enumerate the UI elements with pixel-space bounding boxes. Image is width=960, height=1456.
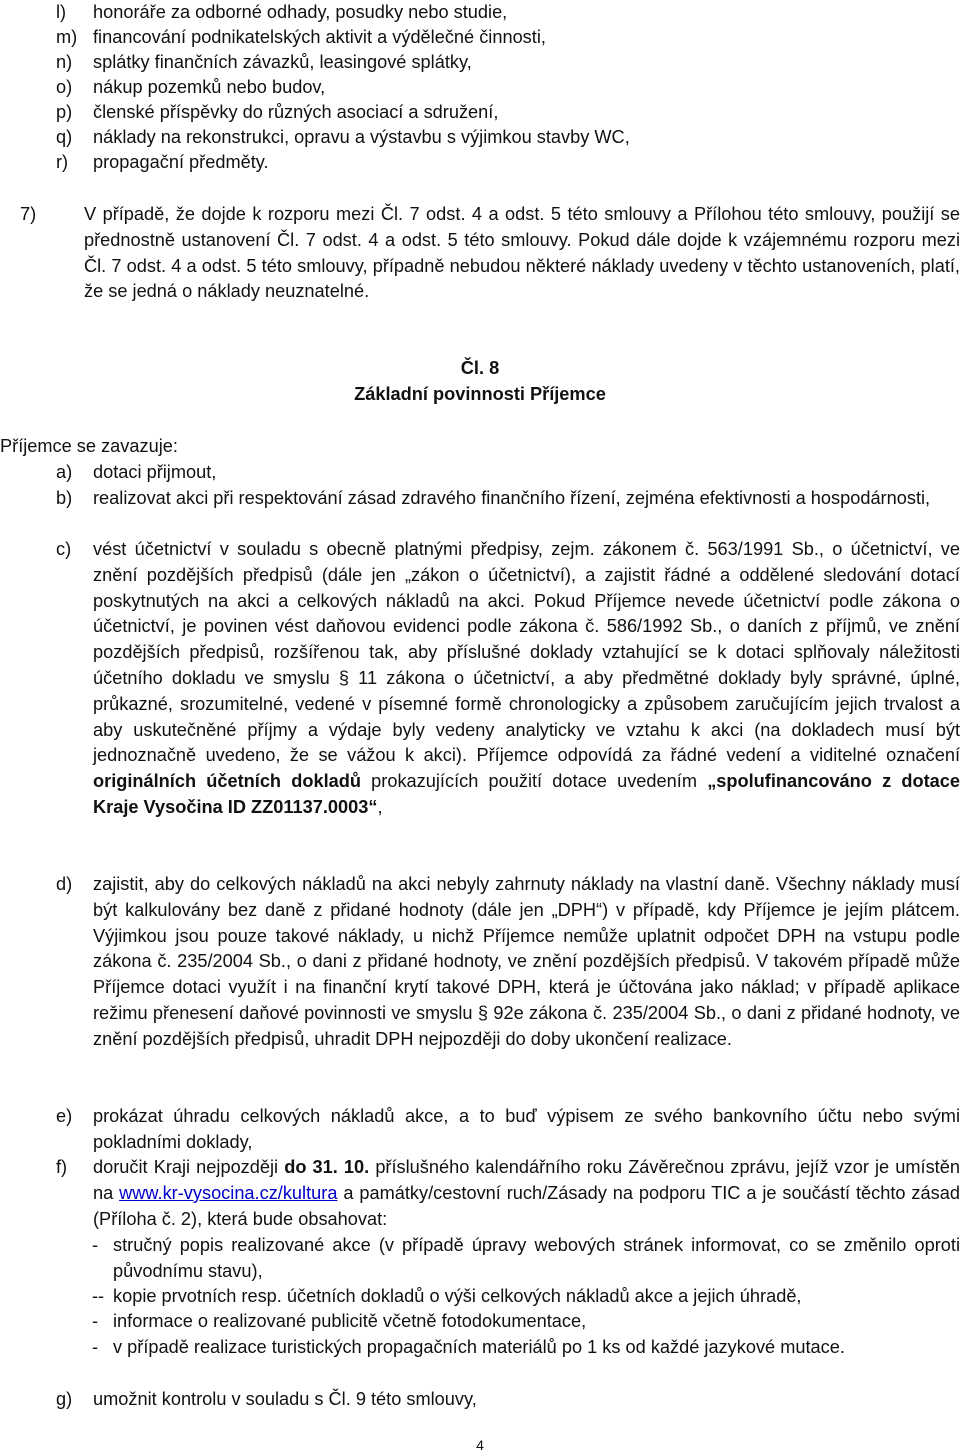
list-item: n) splátky finančních závazků, leasingové splátky, — [56, 52, 472, 72]
list-item: q) náklady na rekonstrukci, opravu a výstavbu s výjimkou stavby WC, — [56, 127, 630, 147]
list-item: l) honoráře za odborné odhady, posudky nebo studie, — [56, 2, 508, 22]
page-number: 4 — [476, 1437, 484, 1453]
article-intro: Příjemce se zavazuje: — [0, 436, 178, 456]
obligation-e: e) prokázat úhradu celkových nákladů akce, a to buď výpisem ze svého bankovního účtu nebo svými pokladními doklady, — [56, 1106, 960, 1152]
list-item: r) propagační předměty. — [56, 152, 269, 172]
bullet-item: - stručný popis realizované akce (v případě úpravy webových stránek informovat, co se změnilo oproti původnímu stavu), — [92, 1235, 960, 1281]
list-item: o) nákup pozemků nebo budov, — [56, 77, 326, 97]
obligation-d: d) zajistit, aby do celkových nákladů na akci nebyly zahrnuty náklady na vlastní daně. Všechny náklady musí být kalkulovány bez daně z přidané hodnoty (dále jen „DPH“) v případě, kdy Příjemce je jejím plátcem. Výjimkou jsou pouze takové náklady, u nichž Příjemce nemůže uplatnit odpočet DPH na vstupu podle zákona č. 235/2004 Sb., o dani z přidané hodnoty, ve znění pozdějších předpisů. V takovém případě může Příjemce dotaci využít i na finanční krytí takové DPH, která je účtována jako náklad; v případě aplikace režimu přenesení daňové povinnosti ve smyslu § 92e zákona č. 235/2004 Sb., o dani z přidané hodnoty, ve znění pozdějších předpisů, uhradit DPH nejpozději do doby ukončení realizace. — [56, 874, 960, 1049]
bullet-item: - informace o realizované publicitě včetně fotodokumentace, — [92, 1311, 587, 1331]
article-number: Čl. 8 — [460, 358, 500, 378]
obligation-g: g) umožnit kontrolu v souladu s Čl. 9 této smlouvy, — [56, 1389, 477, 1409]
article-title: Základní povinnosti Příjemce — [354, 384, 606, 404]
deadline: do 31. 10. — [284, 1157, 370, 1177]
obligation-c: c) vést účetnictví v souladu s obecně platnými předpisy, zejm. zákonem č. 563/1991 Sb., o účetnictví, ve znění pozdějších předpisů (dále jen „zákon o účetnictví), a zajistit řádné a oddělené sledování dotací poskytnutých na akci a celkových nákladů na akci. Pokud Příjemce nevede účetnictví podle zákona o účetnictví, je povinen vést daňovou evidenci podle zákona č. 586/1992 Sb., o daních z příjmů, ve znění pozdějších předpisů, rozšířenou tak, aby příslušné doklady vztahující se k dotaci splňovaly náležitosti účetního dokladu ve smyslu § 11 zákona o účetnictví, a aby předmětné doklady byly správné, úplné, průkazné, srozumitelné, vedené v písemné formě chronologicky a způsobem zaručujícím jejich trvalost a aby uskutečněné příjmy a výdaje byly vedeny analyticky ve vztahu k akci (na dokladech musí být jednoznačně uvedeno, že se vážou k akci). Příjemce odpovídá za řádné vedení a viditelné označení originálních účetních dokladů prokazujících použití dotace uvedením „spolufinancováno z dotace Kraje Vysočina ID ZZ01137.0003“, — [56, 539, 960, 817]
bold-text: originálních účetních dokladů — [93, 771, 361, 792]
bullet-item: - v případě realizace turistických propagačních materiálů po 1 ks od každé jazykové mutace. — [92, 1337, 845, 1357]
bullet-item: -- kopie prvotních resp. účetních dokladů o výši celkových nákladů akce a jejich úhradě, — [92, 1286, 802, 1306]
obligation-a: a) dotaci přijmout, — [56, 462, 217, 482]
list-item: p) členské příspěvky do různých asociací a sdružení, — [56, 102, 499, 122]
obligation-f: f) doručit Kraji nejpozději do 31. 10. příslušného kalendářního roku Závěrečnou zprávu, jejíž vzor je umístěn na www.kr-vysocina.cz/kultura a památky/cestovní ruch/Zásady na podporu TIC a je součástí těchto zásad (Příloha č. 2), která bude obsahovat: — [56, 1157, 960, 1229]
obligation-b: b) realizovat akci při respektování zásad zdravého finančního řízení, zejména efektivnosti a hospodárnosti, — [56, 488, 931, 508]
paragraph-7: 7) V případě, že dojde k rozporu mezi Čl. 7 odst. 4 a odst. 5 této smlouvy a Přílohou této smlouvy, použijí se přednostně ustanovení Čl. 7 odst. 4 a odst. 5 této smlouvy. Pokud dále dojde k vzájemnému rozporu mezi Čl. 7 odst. 4 a odst. 5 této smlouvy, případně nebudou některé náklady uvedeny v těchto ustanoveních, platí, že se jedná o náklady neuznatelné. — [20, 204, 960, 302]
list-item: m) financování podnikatelských aktivit a výdělečné činnosti, — [56, 27, 546, 47]
kultura-link[interactable]: www.kr-vysocina.cz/kultura — [119, 1182, 338, 1203]
bold-text: „spolufinancováno z dotace Kraje Vysočina ID ZZ01137.0003“ — [93, 771, 960, 817]
